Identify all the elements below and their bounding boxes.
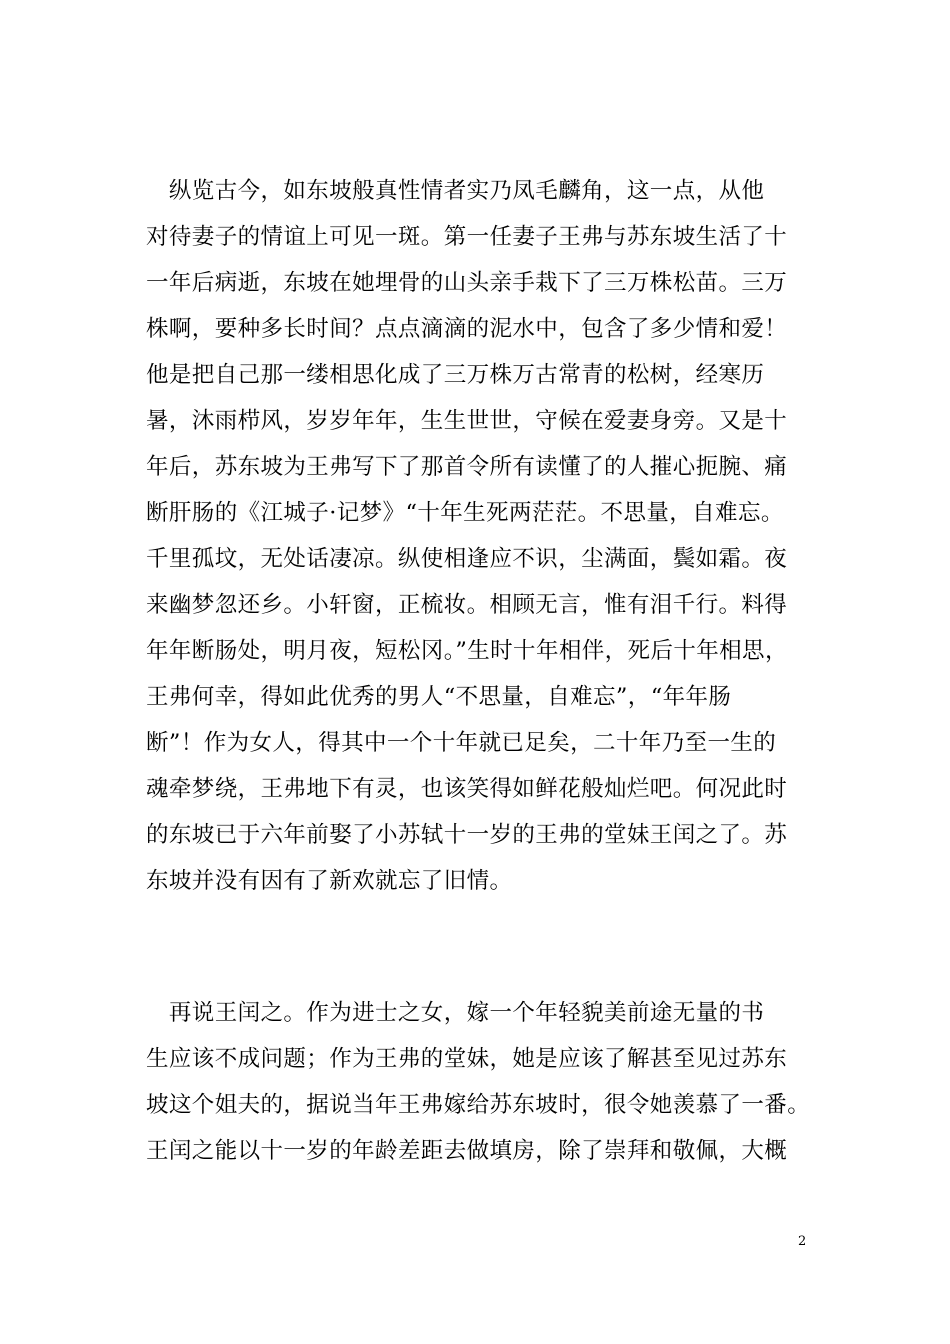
text-line: 株啊，要种多长时间？点点滴滴的泥水中，包含了多少情和爱！: [146, 316, 788, 342]
text-line: 来幽梦忽还乡。小轩窗，正梳妆。相顾无言，惟有泪千行。料得: [146, 592, 788, 618]
text-line: 年年断肠处，明月夜，短松冈。”生时十年相伴，死后十年相思，: [146, 638, 788, 664]
page-number: 2: [798, 1234, 807, 1249]
text-line: 魂牵梦绕，王弗地下有灵，也该笑得如鲜花般灿烂吧。何况此时: [146, 776, 788, 802]
text-line: 再说王闰之。作为进士之女，嫁一个年轻貌美前途无量的书: [146, 1000, 765, 1026]
text-line: 坡这个姐夫的，据说当年王弗嫁给苏东坡时，很令她羡慕了一番。: [146, 1092, 811, 1118]
paragraph-2: [146, 990, 816, 1174]
text-line: 对待妻子的情谊上可见一斑。第一任妻子王弗与苏东坡生活了十: [146, 224, 788, 250]
text-line: 生应该不成问题；作为王弗的堂妹，她是应该了解甚至见过苏东: [146, 1046, 788, 1072]
text-line: 一年后病逝，东坡在她埋骨的山头亲手栽下了三万株松苗。三万: [146, 270, 788, 296]
text-line: 暑，沐雨栉风，岁岁年年，生生世世，守候在爱妻身旁。又是十: [146, 408, 788, 434]
text-line: 的东坡已于六年前娶了小苏轼十一岁的王弗的堂妹王闰之了。苏: [146, 822, 788, 848]
text-line: 年后，苏东坡为王弗写下了那首令所有读懂了的人摧心扼腕、痛: [146, 454, 788, 480]
text-line: 东坡并没有因有了新欢就忘了旧情。: [146, 868, 513, 894]
text-line: 他是把自己那一缕相思化成了三万株万古常青的松树，经寒历: [146, 362, 765, 388]
text-line: 纵览古今，如东坡般真性情者实乃凤毛麟角，这一点，从他: [146, 178, 765, 204]
paragraph-1: [146, 168, 816, 904]
text-line: 断肝肠的《江城子·记梦》“十年生死两茫茫。不思量，自难忘。: [146, 500, 784, 526]
text-line: 断”！作为女人，得其中一个十年就已足矣，二十年乃至一生的: [146, 730, 777, 756]
text-line: 王闰之能以十一岁的年龄差距去做填房，除了崇拜和敬佩，大概: [146, 1138, 788, 1164]
text-line: 千里孤坟，无处话凄凉。纵使相逢应不识，尘满面，鬓如霜。夜: [146, 546, 788, 572]
text-line: 王弗何幸，得如此优秀的男人“不思量，自难忘”，“年年肠: [146, 684, 732, 710]
